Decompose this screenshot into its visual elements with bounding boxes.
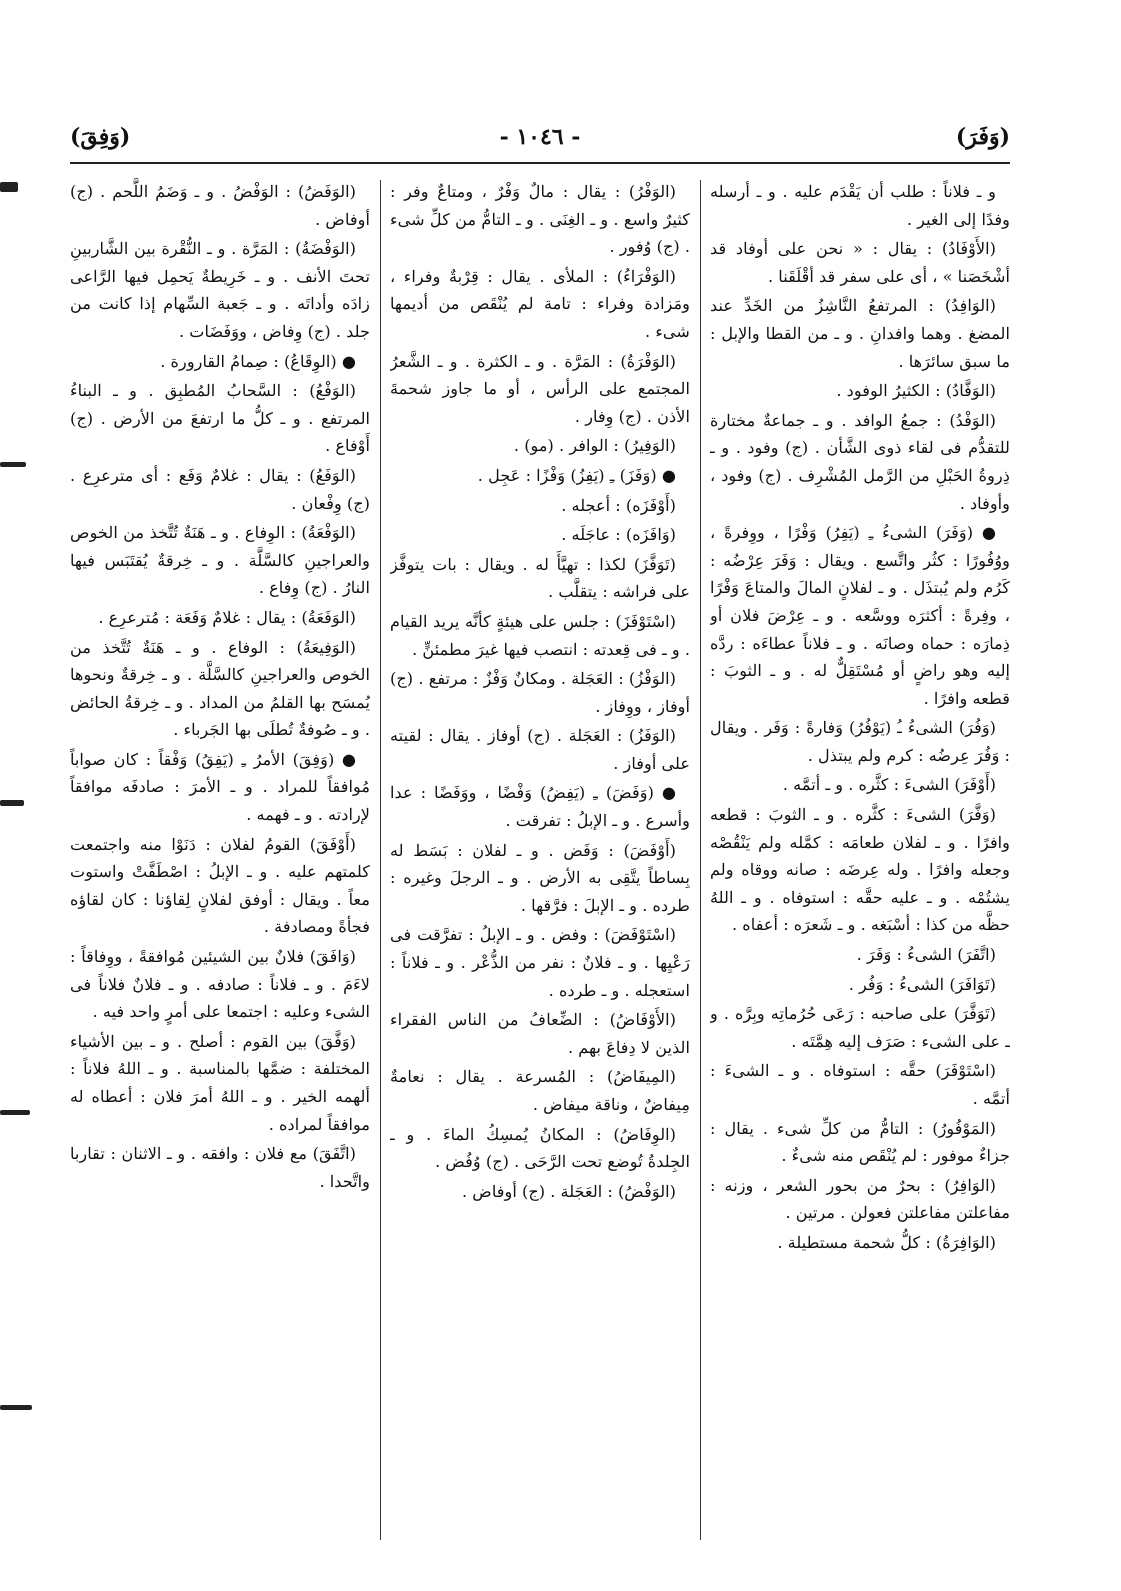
dictionary-entry: (وَفَّرَ) الشىءَ : كثَّره . و ـ الثوبَ : قطعه وافرًا . و ـ لفلان طعامَه : كمَّله ولم يَنْقُصْه وجعله وافرًا . وله عِرضَه : صانه ووقاه ولم يشتُمْه . و ـ عليه حقَّه : استوفاه . و ـ اللهُ حظَّه من كذا : أسْبَغه . و ـ شَعرَه : أعفاه .: [710, 805, 1010, 935]
dictionary-entry: (اتَّفَقَ) مع فلان : وافقه . و ـ الاثنان : تقاربا واتَّحدا .: [70, 1144, 370, 1191]
dictionary-entry: (الوَفْزُ) : العَجَلة . ومكانٌ وَفْزٌ : مرتفع . (ج) أوفاز ، ووِفاز .: [390, 669, 690, 716]
dictionary-entry: ● (وَفِقَ) الأمرُ ـِ (يَفِقُ) وَفْقاً : كان صواباً مُوافقاً للمراد . و ـ الأمرَ : صادفَه موافقاً لإرادته . و ـ فهمه .: [70, 749, 370, 825]
dictionary-entry: (الوَفِيرُ) : الوافر . (مو) .: [513, 436, 676, 456]
dictionary-entry: (اسْتَوْفَزَ) : جلس على هيئةٍ كأنَّه يريد القيام . و ـ فى قِعدته : انتصب فيها غيرَ مطمئنٍّ .: [390, 611, 690, 659]
scan-edge-mark: [0, 182, 18, 192]
dictionary-entry: (الأَوْفَاضُ) : الضِّعافُ من الناس الفقراء الذين لا دِفاعَ بهم .: [390, 1010, 690, 1057]
dictionary-entry: (الوَفْعُ) : السَّحابُ المُطبِق . و ـ البناءُ المرتفع . و ـ كلُّ ما ارتفعَ من الأرض . (ج) أَوْفاع .: [70, 381, 370, 456]
dictionary-entry: (الأَوْفَادُ) : يقال : « نحن على أوفاد قد أشْخَصَنا » ، أى على سفر قد أقْلَقَنا .: [710, 239, 1010, 286]
dictionary-entry: ● (وَفَزَ) ـِ (يَفِزُ) وَفْزًا : عَجِل .: [477, 465, 676, 485]
page-header: [70, 122, 1010, 158]
scan-edge-mark: [0, 800, 24, 806]
scan-edge-mark: [0, 1405, 32, 1410]
dictionary-entry: (الوَفْرُ) : يقال : مالٌ وَفْرٌ ، ومتاعٌ وفر : كثيرٌ واسع . و ـ الغِنَى . و ـ التامُّ من كلِّ شىء . (ج) وُفور .: [390, 182, 690, 257]
page-number: - ١٠٤٦ -: [499, 124, 581, 150]
dictionary-entry: (تَوَافَرَ) الشىءُ : وَفُر .: [848, 974, 996, 994]
dictionary-entry: (وَفَّقَ) بين القوم : أصلح . و ـ بين الأشياء المختلفة : ضمَّها بالمناسبة . و ـ اللهُ فلاناً : ألهمه الخير . و ـ اللهُ أمرَ فلان : أعطاه له موافقاً لمراده .: [70, 1031, 370, 1134]
dictionary-entry: (اسْتَوْفَرَ) حقَّه : استوفاه . و ـ الشىءَ : أتمَّه .: [710, 1061, 1010, 1108]
dictionary-entry: ● (وَفَرَ) الشىءُ ـِ (يَفِرُ) وَفْرًا ، ووِفرةً ، ووُفُورًا : كثُر واتَّسع . ويقال : وَفَرَ عِرْضُه : كَرُم ولم يُبتذَل . و ـ لفلانٍ المالَ والمتاعَ وَفْرًا ، وفِرةً : أكثرَه ووسَّعه . و ـ عِرْضَ فلان أو ذِمارَه : حماه وصانَه . و ـ فلاناً عطاءَه : ردَّه إليه وهو راضٍ أو مُسْتَقِلٌّ له . و ـ الثوبَ : قطعه وافرًا .: [710, 523, 1010, 708]
dictionary-entry: (الوَفْرَةُ) : المَرَّة . و ـ الكثرة . و ـ الشَّعرُ المجتمع على الرأس ، أو ما جاوز شحمةَ الأذن . (ج) وِفار .: [390, 351, 690, 426]
column-divider: [380, 180, 381, 1540]
dictionary-entry: (أَوْفَضَ) : وَفَض . و ـ لفلان : بَسَط له بِساطاً يتَّقِى به الأرض . و ـ الرجلَ وغيره : طرده . و ـ الإبلَ : فرَّقها .: [390, 840, 690, 915]
dictionary-columns: [70, 178, 1010, 1558]
dictionary-entry: (الوَافِدُ) : المرتفعُ النَّاشِزُ من الخَدِّ عند المضغ . وهما وافدانِ . و ـ من القطا والإبل : ما سبق سائرَها .: [710, 296, 1010, 371]
dictionary-entry: (الوَفْضُ) : العَجَلة . (ج) أوفاض .: [462, 1181, 676, 1201]
dictionary-entry: (أَوْفَزَه) : أعجله .: [561, 495, 676, 515]
dictionary-entry: (تَوَفَّزَ) لكذا : تهيَّأَ له . ويقال : بات يتوفَّز على فراشه : يتقلَّب .: [390, 554, 690, 602]
dictionary-entry: (الوَفْدُ) : جمعُ الوافد . و ـ جماعةٌ مختارة للتقدُّم فى لقاء ذوى الشَّأن . (ج) وفود . و ـ ذِروةُ الحَبْلِ من الرَّمل المُشْرِف . (ج) وفود ، وأوفاد .: [710, 410, 1010, 513]
dictionary-entry: (وَافَقَ) فلانٌ بين الشيئين مُوافقةً ، ووِفاقاً : لاءَمَ . و ـ فلاناً : صادفه . و ـ فلانٌ فلاناً فى الشىء وعليه : اجتمعا على أمرٍ واحد فيه .: [70, 947, 370, 1022]
header-entry-word-right: (وَفَرَ): [955, 124, 1010, 150]
dictionary-entry: (الوَفَعَةُ) : يقال : غلامٌ وَفَعَة : مُترعرِع .: [98, 607, 356, 627]
dictionary-entry: (أَوْفَرَ) الشىءَ : كثَّره . و ـ أتمَّه .: [782, 775, 996, 795]
dictionary-entry: ● (الوِقَاعُ) : صِمامُ القارورة .: [160, 351, 356, 371]
dictionary-entry: (الوَفَّادُ) : الكثيرُ الوفود .: [836, 381, 996, 401]
dictionary-entry: (الوَفْعَةُ) : الوِفاع . و ـ هَنَةٌ تُتَّخذ من الخوص والعراجينِ كالسَّلَّة . و ـ خِرقةٌ يُقتَبَس فيها النارُ . (ج) وِفاع .: [70, 523, 370, 598]
dictionary-entry: (المَوْفُورُ) : التامُّ من كلِّ شىء . يقال : جزاءٌ موفور : لم يُنْقَص منه شىءٌ .: [710, 1118, 1010, 1166]
dictionary-entry: و ـ فلاناً : طلب أن يَقْدَم عليه . و ـ أرسله وفدًا إلى الغير .: [710, 182, 1010, 229]
dictionary-entry: (الوَفَزُ) : العَجَلة . (ج) أوفاز . يقال : لقيته على أوفاز .: [390, 726, 690, 773]
header-entry-word-left: (وَفِقَ): [70, 124, 131, 150]
dictionary-entry: (الوَفَعُ) : يقال : غلامٌ وَفَع : أى مترعرِع . (ج) وِفْعان .: [70, 465, 370, 513]
column-divider: [700, 180, 701, 1540]
dictionary-entry: (اسْتَوْفَضَ) : وفض . و ـ الإبلُ : تفرَّقت فى رَعْيِها . و ـ فلانٌ : نفر من الذُّعْر . و ـ فلاناً : استعجله . و ـ طرده .: [390, 925, 690, 1000]
column-right: [710, 178, 1010, 1558]
dictionary-entry: (الوَافِرُ) : بحرٌ من بحور الشعر ، وزنه : مفاعلتن مفاعلتن فعولن . مرتين .: [710, 1175, 1010, 1223]
dictionary-entry: (الوَافِرَةُ) : كلُّ شحمة مستطيلة .: [777, 1232, 996, 1252]
scan-edge-mark: [0, 462, 26, 467]
dictionary-entry: (وَافَزَه) : عاجَلَه .: [561, 525, 676, 545]
dictionary-entry: (الوَفْضَةُ) : المَرَّة . و ـ النُّقْرة بين الشَّاربينِ تحتَ الأنف . و ـ خَرِيطةٌ يَحمِل فيها الرَّاعى زادَه وأداتَه . و ـ جَعبة السِّهام إذا كانت من جلد . (ج) وِفاض ، ووَفَضَات .: [70, 239, 370, 341]
dictionary-entry: ● (وَفَضَ) ـِ (يَفِضُ) وَفْضًا ، ووَفَضًا : عدا وأسرع . و ـ الإبلُ : تفرقت .: [390, 783, 690, 831]
header-rule: [70, 162, 1010, 164]
dictionary-entry: (الوَفْرَاءُ) : الملأى . يقال : قِرْبةٌ وفراء ، ومَزادة وفراء : تامة لم يُنْقَص من أديمها شىء .: [390, 266, 690, 341]
scan-edge-mark: [0, 1110, 30, 1115]
dictionary-entry: (الوِفَاضُ) : المكانُ يُمسِكُ الماءَ . و ـ الجِلدةُ تُوضع تحت الرَّحَى . (ج) وُفُض .: [390, 1124, 690, 1172]
dictionary-entry: (المِيفَاضُ) : المُسرعة . يقال : نعامةٌ مِيفاضٌ ، وناقة ميفاض .: [390, 1067, 690, 1114]
dictionary-entry: (الوَفَضُ) : الوَفْضُ . و ـ وَضَمُ اللَّحم . (ج) أوفاض .: [70, 182, 370, 229]
dictionary-entry: (تَوَفَّرَ) على صاحبه : رَعَى حُرُماتِه وبِرَّه . و ـ على الشىء : صَرَف إليه هِمَّتَه .: [710, 1004, 1010, 1051]
dictionary-entry: (وَفُرَ) الشىءُ ـُ (يَوْفُرُ) وَفارةً : وَفَر . ويقال : وَفُرَ عِرضُه : كرم ولم يبتذل .: [710, 718, 1010, 765]
dictionary-entry: (اتَّفَرَ) الشىءُ : وَفَرَ .: [856, 945, 996, 965]
column-left: [70, 178, 370, 1558]
dictionary-entry: (الوَفِيعَةُ) : الوفاع . و ـ هَنَةٌ تُتَّخذ من الخوص والعراجينِ كالسَّلَّة . و ـ خِرقةٌ ونحوها يُمسَح بها القلمُ من المداد . و ـ خِرقةُ الحائض . و ـ صُوفةٌ تُطلَى بها الجَرباء .: [70, 637, 370, 740]
column-middle: [390, 178, 690, 1558]
dictionary-entry: (أَوْفَقَ) القومُ لفلان : دَنَوْا منه واجتمعت كلمتهم عليه . و ـ الإبلُ : اصْطَفَّتْ واستوت معاً . ويقال : أوفق لفلانٍ لِقاؤنا : كان لقاؤه فجأةً ومصادفة .: [70, 834, 370, 937]
